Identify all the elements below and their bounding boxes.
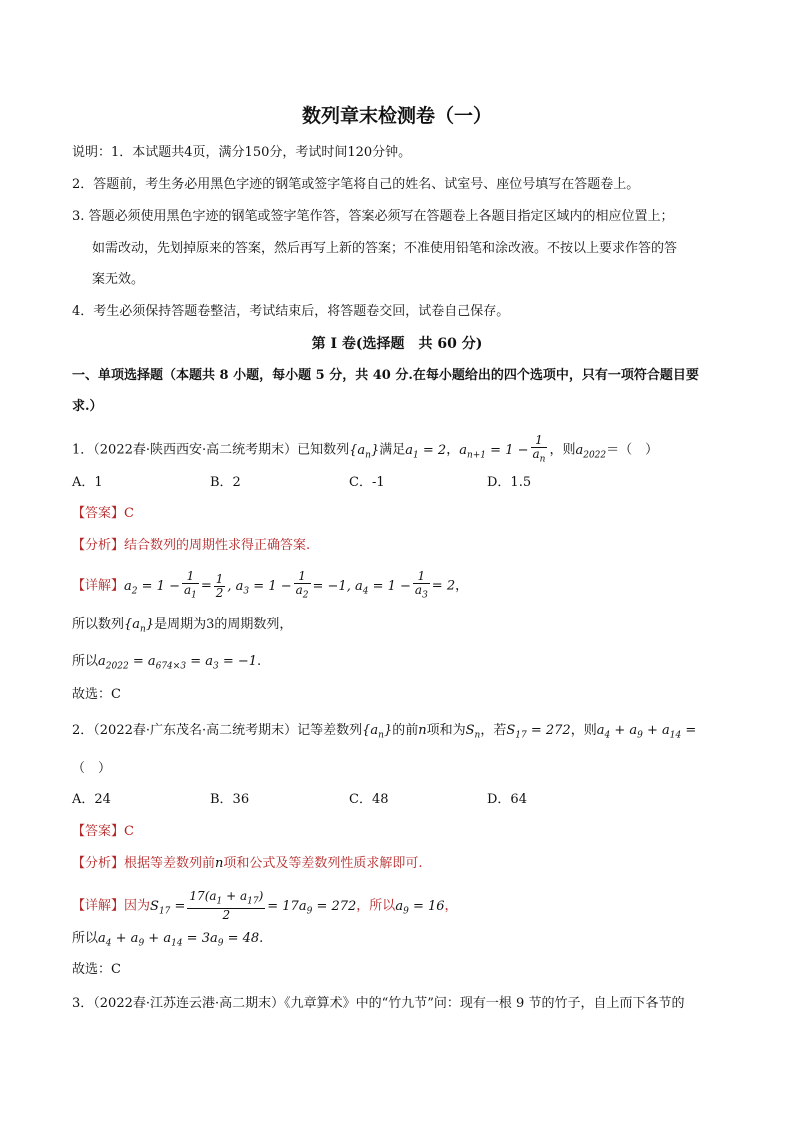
- question-2-result: 所以$a_4 + a_9 + a_{14} = 3a_9 = 48$.: [72, 931, 264, 949]
- part-heading-cont: 求.）: [72, 399, 103, 414]
- question-2-option-b: B．36: [210, 792, 250, 807]
- question-2-answer: 【答案】C: [72, 824, 134, 839]
- question-2-stem: 2．（2022春·广东茂名·高二统考期末）记等差数列$\{a_n\}$的前n项和为$S_n$，若$S_{17} = 272$，则$a_4 + a_9 + a_{14}$ =: [72, 723, 697, 741]
- question-1-option-d: D．1.5: [487, 475, 532, 490]
- question-2-analysis: 【分析】根据等差数列前n项和公式及等差数列性质求解即可.: [72, 856, 423, 871]
- question-1-option-c: C．-1: [349, 475, 385, 490]
- section-heading: 第 I 卷(选择题 共 60 分): [311, 336, 483, 352]
- note-line-2: 2．答题前，考生务必用黑色字迹的钢笔或签字笔将自己的姓名、试室号、座位号填写在答题卷上。: [72, 177, 640, 192]
- question-2-option-a: A．24: [72, 792, 111, 807]
- question-1-period: 所以数列$\{a_n\}$是周期为3的周期数列，: [72, 617, 293, 635]
- part-heading: 一、单项选择题（本题共 8 小题，每小题 5 分，共 40 分.在每小题给出的四个选项中，只有一项符合题目要: [72, 368, 699, 383]
- question-1-detail: 【详解】$a_2 = 1$ − $\frac{1}{a_1}$ = $\frac{1}{2}$ , $a_3 = 1$ − $\frac{1}{a_2}$ = −1, $a_4 = 1$ − $\frac{1}{a_3}$ = 2，: [72, 569, 469, 601]
- question-1-choose: 故选：C: [72, 687, 121, 702]
- question-1-option-a: A．1: [72, 475, 103, 490]
- question-2-choose: 故选：C: [72, 962, 121, 977]
- question-2-detail: 【详解】因为$S_{17}$ = $\frac{17(a_1 + a_{17})}{2}$ = $17a_9 = 272$，所以$a_9 = 16$，: [72, 889, 458, 923]
- question-1-stem: 1．（2022春·陕西西安·高二统考期末）已知数列$\{a_n\}$满足$a_1 = 2$，$a_{n+1} = 1$ − $\frac{1}{a_n}$ ，则$a_{2022}=$（ ）: [72, 433, 659, 465]
- question-2-option-d: D．64: [487, 792, 527, 807]
- page-title: 数列章末检测卷（一）: [301, 105, 492, 127]
- note-line-3b: 如需改动，先划掉原来的答案，然后再写上新的答案；不准使用铅笔和涂改液。不按以上要求作答的答: [92, 241, 678, 256]
- question-1-result: 所以$a_{2022} = a_{674\times 3} = a_3 = -1$.: [72, 654, 262, 672]
- question-3-stem: 3．（2022春·江苏连云港·高二期末）《九章算术》中的“竹九节”问：现有一根 9 节的竹子，自上而下各节的: [72, 996, 685, 1011]
- note-line-4: 4．考生必须保持答题卷整洁，考试结束后，将答题卷交回，试卷自己保存。: [72, 304, 510, 319]
- question-2-option-c: C．48: [349, 792, 389, 807]
- note-line-1: 说明：1．本试题共4页，满分150分，考试时间120分钟。: [72, 145, 412, 160]
- question-1-analysis: 【分析】结合数列的周期性求得正确答案.: [72, 538, 311, 553]
- question-1-option-b: B．2: [210, 475, 241, 490]
- note-line-3: 3. 答题必须使用黑色字迹的钢笔或签字笔作答，答案必须写在答题卷上各题目指定区域内的相应位置上；: [72, 209, 674, 224]
- question-2-stem-cont: （ ）: [72, 761, 112, 776]
- note-line-3c: 案无效。: [92, 272, 145, 287]
- question-1-answer: 【答案】C: [72, 506, 134, 521]
